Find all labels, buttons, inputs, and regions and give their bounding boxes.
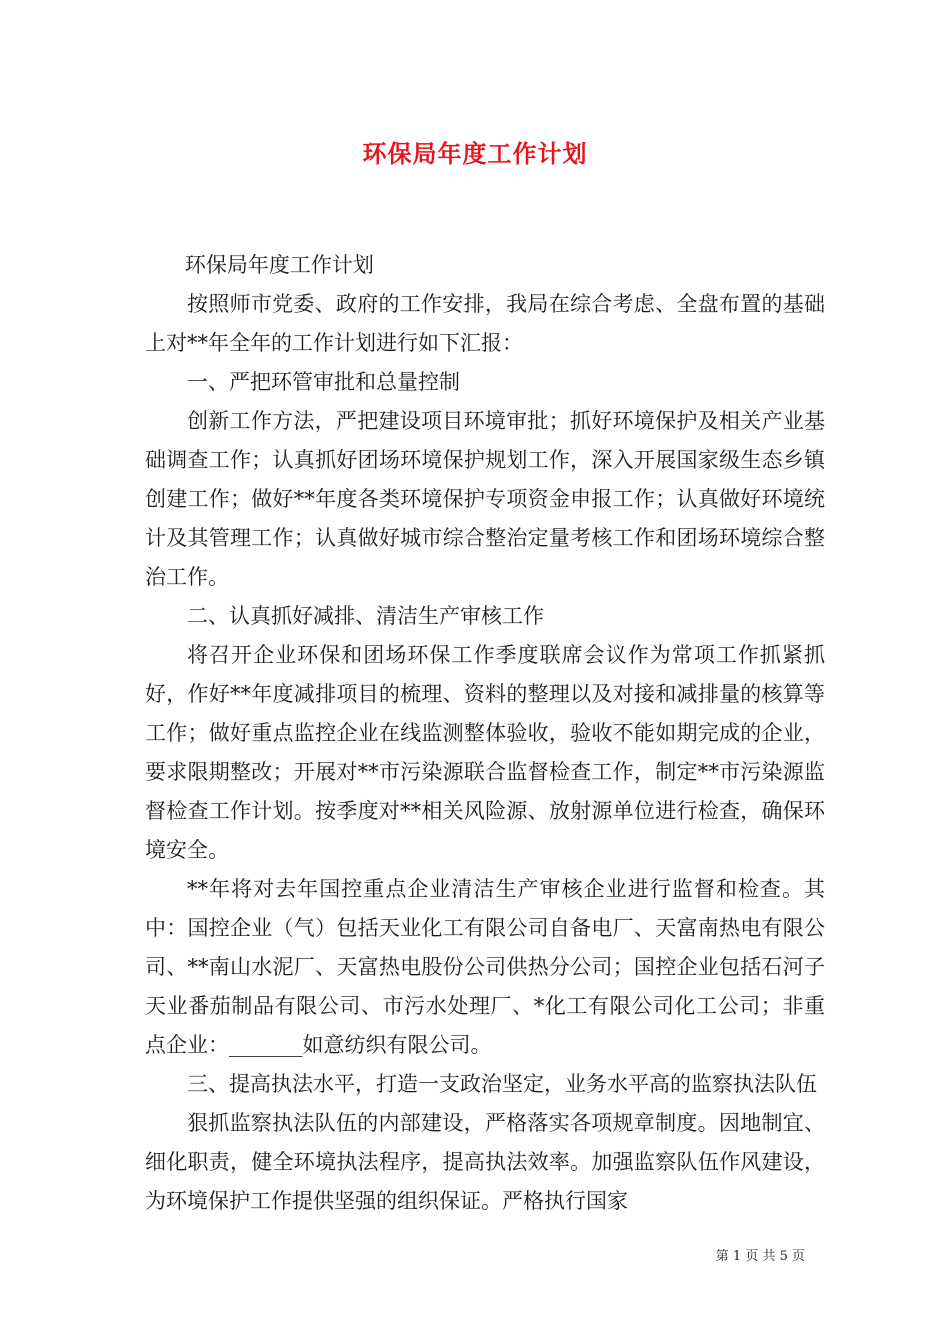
document-title: 环保局年度工作计划 bbox=[362, 139, 588, 168]
page-number: 第 1 页 共 5 页 bbox=[715, 1249, 805, 1264]
section-heading-3: 三、提高执法水平，打造一支政治坚定，业务水平高的监察执法队伍 bbox=[187, 1072, 817, 1096]
document-body bbox=[145, 246, 825, 1221]
section-heading-2: 二、认真抓好减排、清洁生产审核工作 bbox=[187, 604, 544, 628]
paragraph-section-3: 狠抓监察执法队伍的内部建设，严格落实各项规章制度。因地制宜、细化职责，健全环境执法程序，提高执法效率。加强监察队伍作风建设，为环境保护工作提供坚强的组织保证。严格执行国家 bbox=[145, 1111, 825, 1213]
paragraph-section-2b: **年将对去年国控重点企业清洁生产审核企业进行监督和检查。其中：国控企业（气）包括天业化工有限公司自备电厂、天富南热电有限公司、**南山水泥厂、天富热电股份公司供热分公司；国控企业包括石河子天业番茄制品有限公司、市污水处理厂、*化工有限公司化工公司；非重点企业：_______如意纺织有限公司。 bbox=[145, 877, 825, 1057]
paragraph-heading: 环保局年度工作计划 bbox=[184, 253, 374, 277]
paragraph-section-2a: 将召开企业环保和团场环保工作季度联席会议作为常项工作抓紧抓好，作好**年度减排项目的梳理、资料的整理以及对接和减排量的核算等工作；做好重点监控企业在线监测整体验收，验收不能如期完成的企业，要求限期整改；开展对**市污染源联合监督检查工作，制定**市污染源监督检查工作计划。按季度对**相关风险源、放射源单位进行检查，确保环境安全。 bbox=[145, 643, 825, 862]
section-heading-1: 一、严把环管审批和总量控制 bbox=[187, 370, 460, 394]
paragraph-section-1: 创新工作方法，严把建设项目环境审批；抓好环境保护及相关产业基础调查工作；认真抓好团场环境保护规划工作，深入开展国家级生态乡镇创建工作；做好**年度各类环境保护专项资金申报工作；认真做好环境统计及其管理工作；认真做好城市综合整治定量考核工作和团场环境综合整治工作。 bbox=[145, 409, 825, 589]
paragraph-intro: 按照师市党委、政府的工作安排，我局在综合考虑、全盘布置的基础上对**年全年的工作计划进行如下汇报： bbox=[145, 292, 825, 355]
